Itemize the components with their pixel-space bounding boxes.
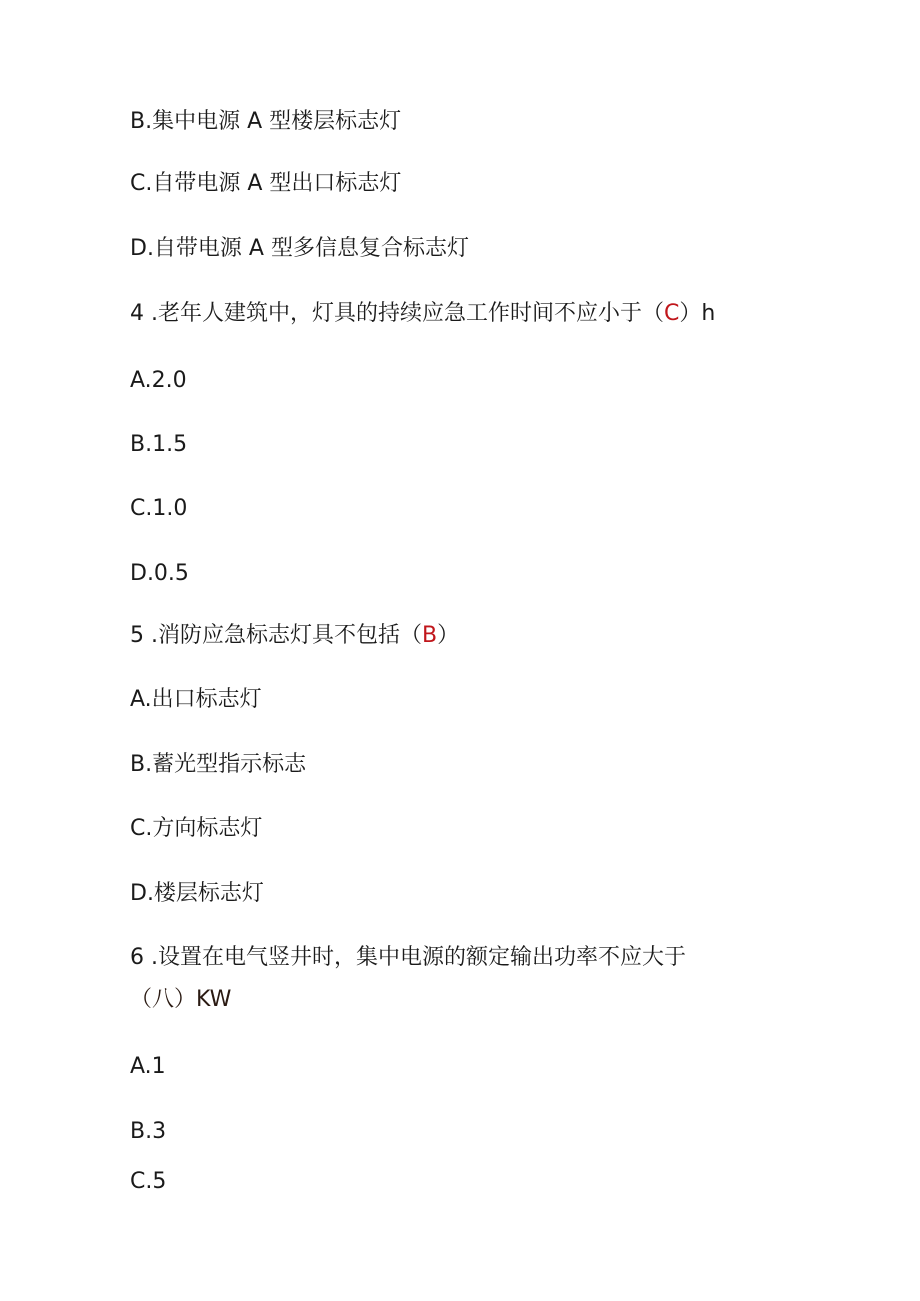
q5-option-c: C.方向标志灯	[130, 816, 263, 841]
q5-option-d: D.楼层标志灯	[130, 881, 264, 906]
question-6: 6 .设置在电气竖井时，集中电源的额定输出功率不应大于	[130, 945, 686, 970]
q5-option-a: A.出口标志灯	[130, 687, 262, 712]
question-5-suffix: ）	[437, 623, 460, 648]
question-5	[130, 622, 459, 650]
q6-option-a: A.1	[130, 1054, 166, 1079]
option-d-line: D.自带电源 A 型多信息复合标志灯	[130, 236, 469, 261]
question-5-answer: B	[421, 623, 438, 648]
question-4	[130, 300, 715, 328]
question-4-suffix: ）h	[679, 301, 716, 326]
q5-option-b: B.蓄光型指示标志	[130, 752, 307, 777]
q6-option-b: B.3	[130, 1119, 167, 1144]
q6-option-c: C.5	[130, 1169, 167, 1194]
question-4-text: 4 .老年人建筑中，灯具的持续应急工作时间不应小于（	[130, 301, 664, 326]
question-5-text: 5 .消防应急标志灯具不包括（	[130, 623, 422, 648]
q4-option-a: A.2.0	[130, 368, 187, 393]
q4-option-c: C.1.0	[130, 496, 188, 521]
q4-option-d: D.0.5	[130, 561, 189, 586]
question-4-answer: C	[664, 301, 680, 326]
option-c-line: C.自带电源 A 型出口标志灯	[130, 171, 402, 196]
q4-option-b: B.1.5	[130, 432, 188, 457]
option-b-line: B.集中电源 A 型楼层标志灯	[130, 109, 402, 134]
question-6-continuation: （八）KW	[130, 987, 232, 1012]
